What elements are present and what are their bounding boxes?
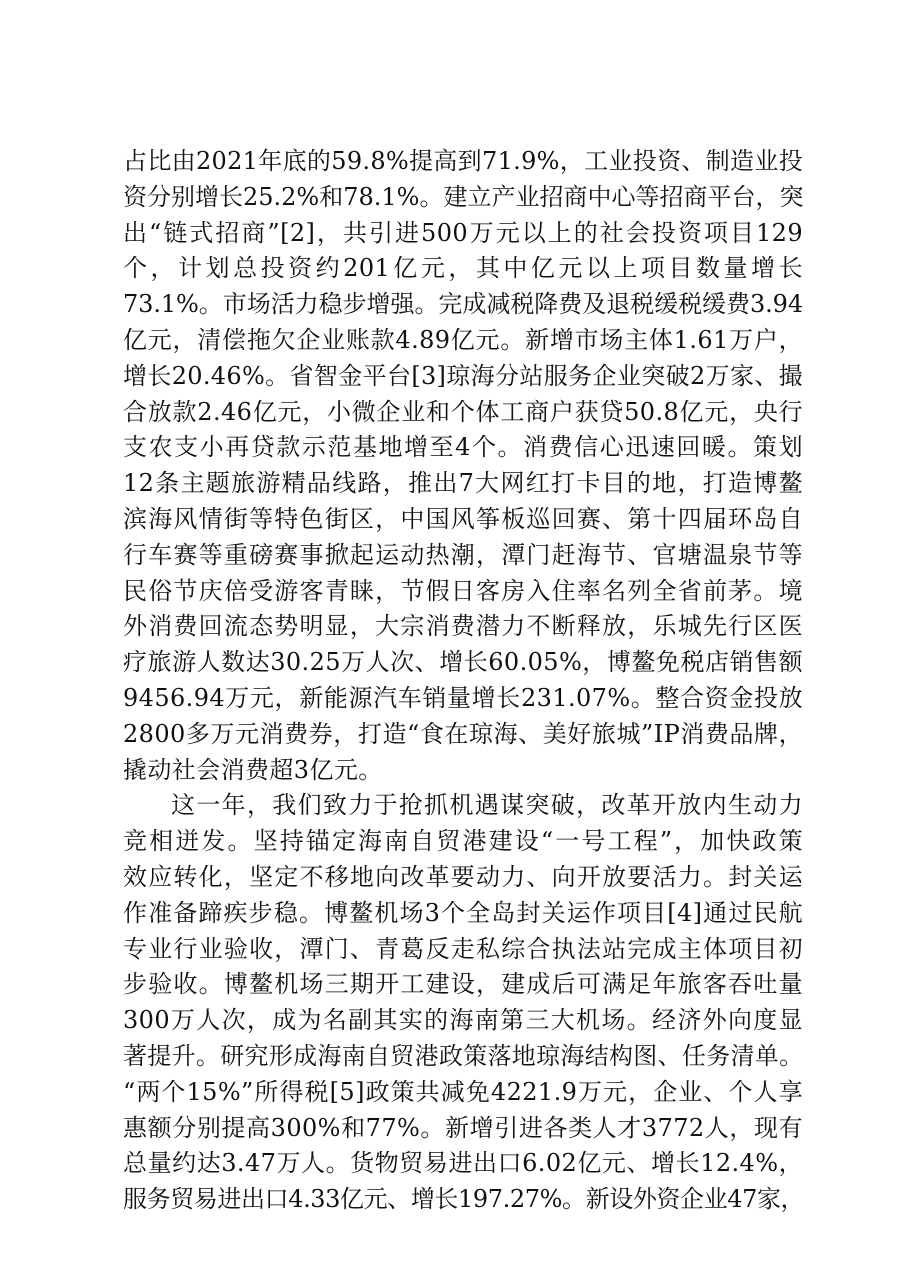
body-text [123, 144, 803, 1218]
text-line: 合放款2.46亿元，小微企业和个体工商户获贷50.8亿元，央行 [123, 397, 803, 426]
text-line: 73.1%。市场活力稳步增强。完成减税降费及退税缓税缓费3.94 [123, 290, 803, 319]
text-line: 总量约达3.47万人。货物贸易进出口6.02亿元、增长12.4%， [123, 1149, 803, 1178]
text-line: 作准备蹄疾步稳。博鳌机场3个全岛封关运作项目[4]通过民航 [123, 898, 803, 927]
text-line: 这一年，我们致力于抢抓机遇谋突破，改革开放内生动力 [171, 791, 803, 820]
text-line: 外消费回流态势明显，大宗消费潜力不断释放，乐城先行区医 [123, 612, 803, 641]
text-line: 步验收。博鳌机场三期开工建设，建成后可满足年旅客吞吐量 [123, 970, 803, 999]
text-line: 疗旅游人数达30.25万人次、增长60.05%，博鳌免税店销售额 [123, 648, 803, 677]
text-line: 300万人次，成为名副其实的海南第三大机场。经济外向度显 [123, 1006, 803, 1035]
text-line: 专业行业验收，潭门、青葛反走私综合执法站完成主体项目初 [123, 934, 803, 963]
text-line: 行车赛等重磅赛事掀起运动热潮，潭门赶海节、官塘温泉节等 [123, 540, 803, 569]
text-line: 2800多万元消费券，打造“食在琼海、美好旅城”IP消费品牌， [123, 719, 803, 748]
text-line: 资分别增长25.2%和78.1%。建立产业招商中心等招商平台，突 [123, 182, 804, 211]
text-line: 著提升。研究形成海南自贸港政策落地琼海结构图、任务清单。 [123, 1041, 804, 1070]
text-line: 民俗节庆倍受游客青睐，节假日客房入住率名列全省前茅。境 [123, 576, 803, 605]
text-line: 亿元，清偿拖欠企业账款4.89亿元。新增市场主体1.61万户， [123, 325, 803, 354]
text-line: 增长20.46%。省智金平台[3]琼海分站服务企业突破2万家、撮 [123, 361, 803, 390]
text-line: 支农支小再贷款示范基地增至4个。消费信心迅速回暖。策划 [123, 433, 803, 462]
text-line: 撬动社会消费超3亿元。 [123, 755, 383, 784]
text-line: “两个15%”所得税[5]政策共减免4221.9万元，企业、个人享 [123, 1077, 803, 1106]
text-line: 服务贸易进出口4.33亿元、增长197.27%。新设外资企业47家， [123, 1185, 805, 1214]
text-line: 效应转化，坚定不移地向改革要动力、向开放要活力。封关运 [123, 862, 803, 891]
text-line: 惠额分别提高300%和77%。新增引进各类人才3772人，现有 [123, 1113, 803, 1142]
text-line: 滨海风情街等特色街区，中国风筝板巡回赛、第十四届环岛自 [123, 504, 803, 533]
text-line: 个，计划总投资约201亿元，其中亿元以上项目数量增长 [123, 254, 803, 283]
text-line: 占比由2021年底的59.8%提高到71.9%，工业投资、制造业投 [123, 147, 803, 175]
text-line: 竞相迸发。坚持锚定海南自贸港建设“一号工程”，加快政策 [123, 827, 803, 856]
text-line: 9456.94万元，新能源汽车销量增长231.07%。整合资金投放 [123, 683, 803, 712]
text-line: 12条主题旅游精品线路，推出7大网红打卡目的地，打造博鳌 [123, 469, 803, 498]
text-line: 出“链式招商”[2]，共引进500万元以上的社会投资项目129 [123, 218, 803, 247]
